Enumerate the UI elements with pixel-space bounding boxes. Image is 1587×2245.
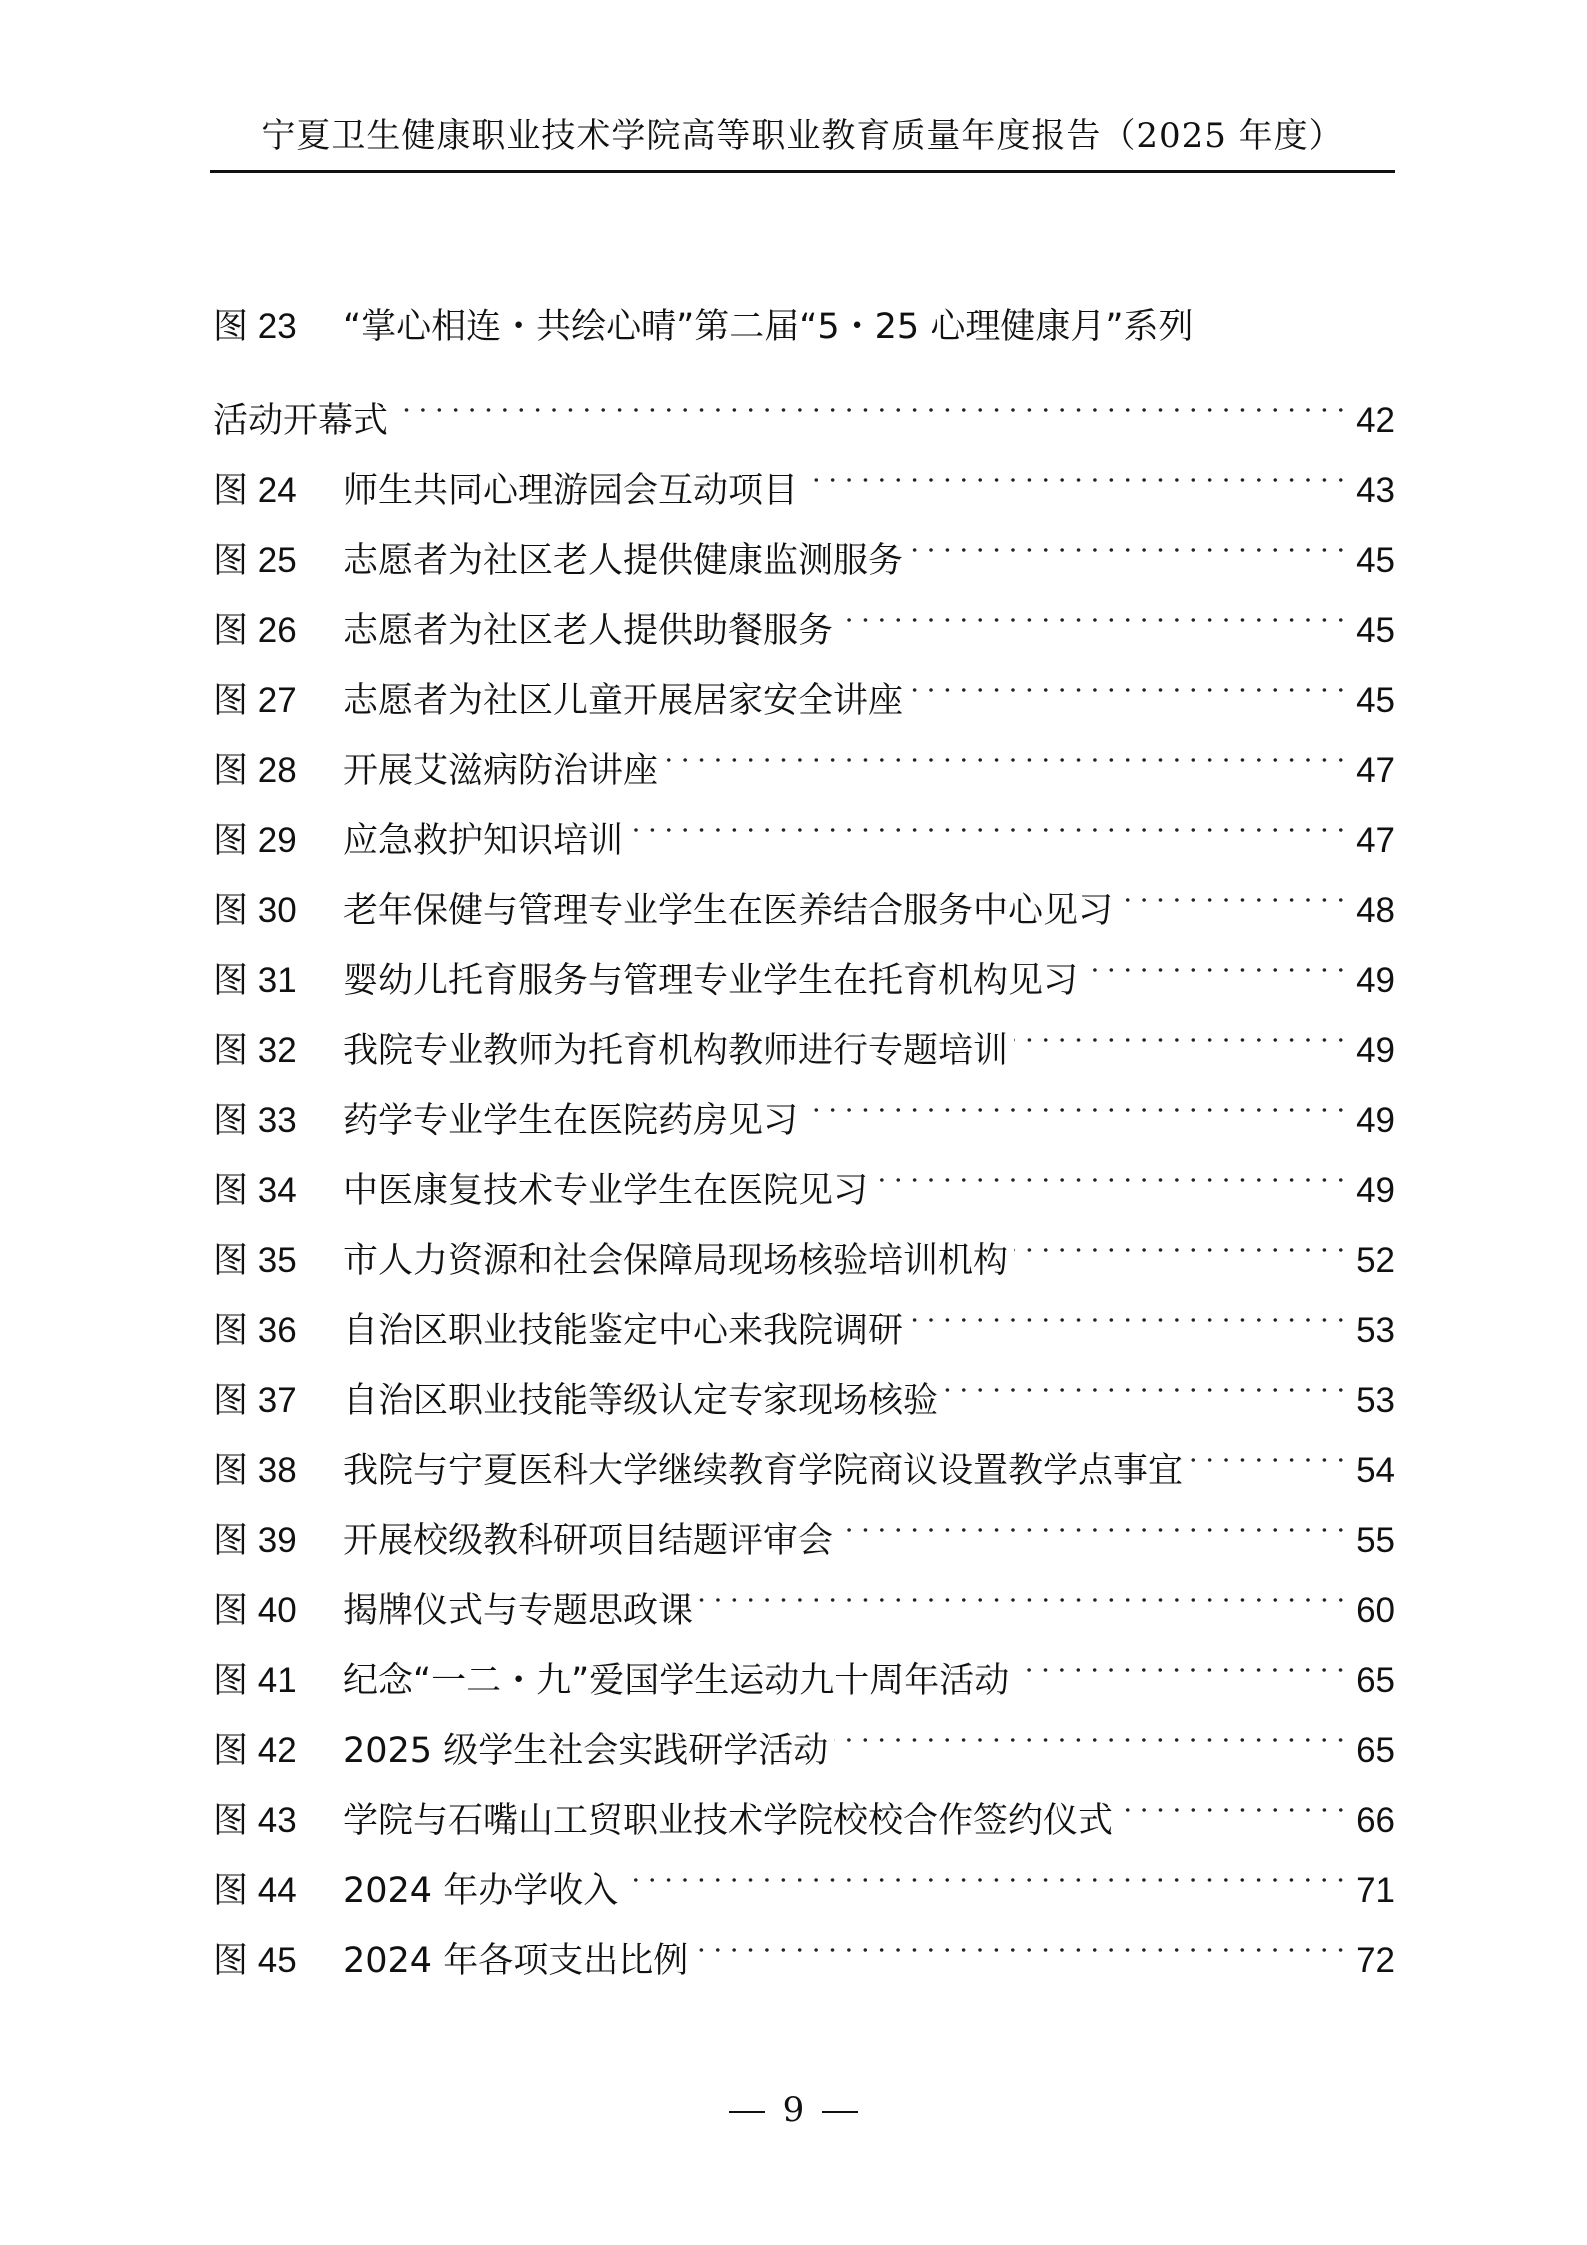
page-number: 66 (1356, 1801, 1395, 1840)
figure-label: 图 41 (213, 1661, 297, 1701)
page-number: 47 (1356, 821, 1395, 860)
dot-leader (624, 1832, 1349, 1902)
figure-label: 图 30 (213, 891, 297, 931)
toc-entry-fig-36[interactable] (213, 1272, 1395, 1351)
dot-leader (694, 1902, 1349, 1972)
figure-label: 图 26 (213, 611, 297, 651)
dot-leader (909, 642, 1349, 712)
toc-entry-fig-42[interactable] (213, 1692, 1395, 1771)
figure-title: 我院专业教师为托育机构教师进行专题培训 (343, 1031, 1009, 1071)
dot-leader (1084, 922, 1349, 992)
toc-entry-fig-31[interactable] (213, 922, 1395, 1001)
figure-label: 图 24 (213, 471, 297, 511)
toc-entry-fig-32[interactable] (213, 992, 1395, 1071)
page-number: 55 (1356, 1521, 1395, 1560)
toc-entry-fig-27[interactable] (213, 642, 1395, 721)
toc-entry-fig-24[interactable] (213, 432, 1395, 511)
figure-label: 图 34 (213, 1171, 297, 1211)
page-number: 42 (1356, 401, 1395, 440)
page-number: 53 (1356, 1311, 1395, 1350)
page-number: 49 (1356, 1031, 1395, 1070)
page-number: 65 (1356, 1661, 1395, 1700)
dot-leader (664, 712, 1349, 782)
dot-leader (1189, 1412, 1349, 1482)
toc-entry-fig-26[interactable] (213, 572, 1395, 651)
dot-leader (839, 572, 1349, 642)
figure-title: “掌心相连・共绘心晴”第二届“5・25 心理健康月”系列 (343, 307, 1194, 347)
toc-entry-fig-25[interactable] (213, 502, 1395, 581)
figure-label: 图 28 (213, 751, 297, 791)
page-number: 60 (1356, 1591, 1395, 1630)
figure-title: 志愿者为社区儿童开展居家安全讲座 (343, 681, 904, 721)
figure-title: 纪念“一二・九”爱国学生运动九十周年活动 (343, 1661, 1010, 1701)
figure-title: 自治区职业技能等级认定专家现场核验 (343, 1381, 939, 1421)
figure-label: 图 35 (213, 1241, 297, 1281)
figure-title: 2024 年办学收入 (343, 1871, 619, 1911)
page-number: 45 (1356, 541, 1395, 580)
figure-label: 图 29 (213, 821, 297, 861)
dot-leader (1119, 852, 1349, 922)
figure-label: 图 27 (213, 681, 297, 721)
figure-label: 图 45 (213, 1941, 297, 1981)
figure-title: 2024 年各项支出比例 (343, 1941, 689, 1981)
dot-leader (699, 1552, 1349, 1622)
figure-title: 2025 级学生社会实践研学活动 (343, 1731, 829, 1771)
figure-label: 图 42 (213, 1731, 297, 1771)
figure-title: 揭牌仪式与专题思政课 (343, 1591, 694, 1631)
page-number: 72 (1356, 1941, 1395, 1980)
dot-leader (804, 1062, 1349, 1132)
toc-entry-fig-45[interactable] (213, 1902, 1395, 1981)
toc-entry-fig-30[interactable] (213, 852, 1395, 931)
figure-title: 志愿者为社区老人提供健康监测服务 (343, 541, 904, 581)
toc-entry-fig-29[interactable] (213, 782, 1395, 861)
figure-label: 图 37 (213, 1381, 297, 1421)
figure-title: 自治区职业技能鉴定中心来我院调研 (343, 1311, 904, 1351)
dot-leader (1014, 992, 1349, 1062)
page-number: 43 (1356, 471, 1395, 510)
page-number: 53 (1356, 1381, 1395, 1420)
figure-label: 图 31 (213, 961, 297, 1001)
figure-label: 图 38 (213, 1451, 297, 1491)
page-footer (0, 2086, 1587, 2134)
toc-entry-fig-23[interactable] (213, 292, 1395, 441)
figure-title: 市人力资源和社会保障局现场核验培训机构 (343, 1241, 1009, 1281)
figure-title: 中医康复技术专业学生在医院见习 (343, 1171, 869, 1211)
page-number: 49 (1356, 1101, 1395, 1140)
page-number: 65 (1356, 1731, 1395, 1770)
figure-title: 学院与石嘴山工贸职业技术学院校校合作签约仪式 (343, 1801, 1114, 1841)
toc-entry-fig-28[interactable] (213, 712, 1395, 791)
page-number: 47 (1356, 751, 1395, 790)
figure-title: 我院与宁夏医科大学继续教育学院商议设置教学点事宜 (343, 1451, 1184, 1491)
toc-entry-fig-44[interactable] (213, 1832, 1395, 1911)
page-number: 45 (1356, 681, 1395, 720)
toc-entry-fig-34[interactable] (213, 1132, 1395, 1211)
toc-entry-fig-33[interactable] (213, 1062, 1395, 1141)
figure-label: 图 32 (213, 1031, 297, 1071)
dot-leader (804, 432, 1349, 502)
page-number: 48 (1356, 891, 1395, 930)
dot-leader (909, 1272, 1349, 1342)
dot-leader (834, 1692, 1349, 1762)
footer-dash-left (729, 2111, 765, 2113)
page-number: 45 (1356, 611, 1395, 650)
toc-entry-fig-35[interactable] (213, 1202, 1395, 1281)
figure-label: 图 23 (213, 307, 297, 347)
toc-entry-fig-41[interactable] (213, 1622, 1395, 1701)
figure-title: 志愿者为社区老人提供助餐服务 (343, 611, 834, 651)
figure-label: 图 25 (213, 541, 297, 581)
figure-title: 老年保健与管理专业学生在医养结合服务中心见习 (343, 891, 1114, 931)
figure-label: 图 43 (213, 1801, 297, 1841)
dot-leader (1015, 1622, 1349, 1692)
figure-title: 应急救护知识培训 (343, 821, 624, 861)
figure-list (213, 292, 1395, 1981)
dot-leader (874, 1132, 1349, 1202)
figure-title: 师生共同心理游园会互动项目 (343, 471, 799, 511)
toc-entry-fig-43[interactable] (213, 1762, 1395, 1841)
dot-leader (909, 502, 1349, 572)
footer-dash-right (822, 2111, 858, 2113)
toc-entry-fig-40[interactable] (213, 1552, 1395, 1631)
report-title: 宁夏卫生健康职业技术学院高等职业教育质量年度报告（2025 年度） (261, 116, 1344, 156)
toc-entry-fig-38[interactable] (213, 1412, 1395, 1491)
dot-leader (839, 1482, 1349, 1552)
figure-title: 药学专业学生在医院药房见习 (343, 1101, 799, 1141)
figure-label: 图 39 (213, 1521, 297, 1561)
dot-leader (1119, 1762, 1349, 1832)
footer-page-number: 9 (782, 2090, 805, 2130)
figure-label: 图 33 (213, 1101, 297, 1141)
figure-title: 婴幼儿托育服务与管理专业学生在托育机构见习 (343, 961, 1079, 1001)
toc-entry-fig-37[interactable] (213, 1342, 1395, 1421)
figure-label: 图 36 (213, 1311, 297, 1351)
figure-label: 图 44 (213, 1871, 297, 1911)
dot-leader (629, 782, 1349, 852)
page-header (210, 108, 1395, 173)
figure-title: 开展校级教科研项目结题评审会 (343, 1521, 834, 1561)
page-number: 49 (1356, 1171, 1395, 1210)
page-number: 49 (1356, 961, 1395, 1000)
page-number: 71 (1356, 1871, 1395, 1910)
toc-entry-fig-39[interactable] (213, 1482, 1395, 1561)
dot-leader (1014, 1202, 1349, 1272)
page-number: 54 (1356, 1451, 1395, 1490)
dot-leader (394, 362, 1349, 432)
page-number: 52 (1356, 1241, 1395, 1280)
figure-title-continued: 活动开幕式 (213, 401, 389, 441)
dot-leader (944, 1342, 1349, 1412)
figure-title: 开展艾滋病防治讲座 (343, 751, 659, 791)
figure-label: 图 40 (213, 1591, 297, 1631)
